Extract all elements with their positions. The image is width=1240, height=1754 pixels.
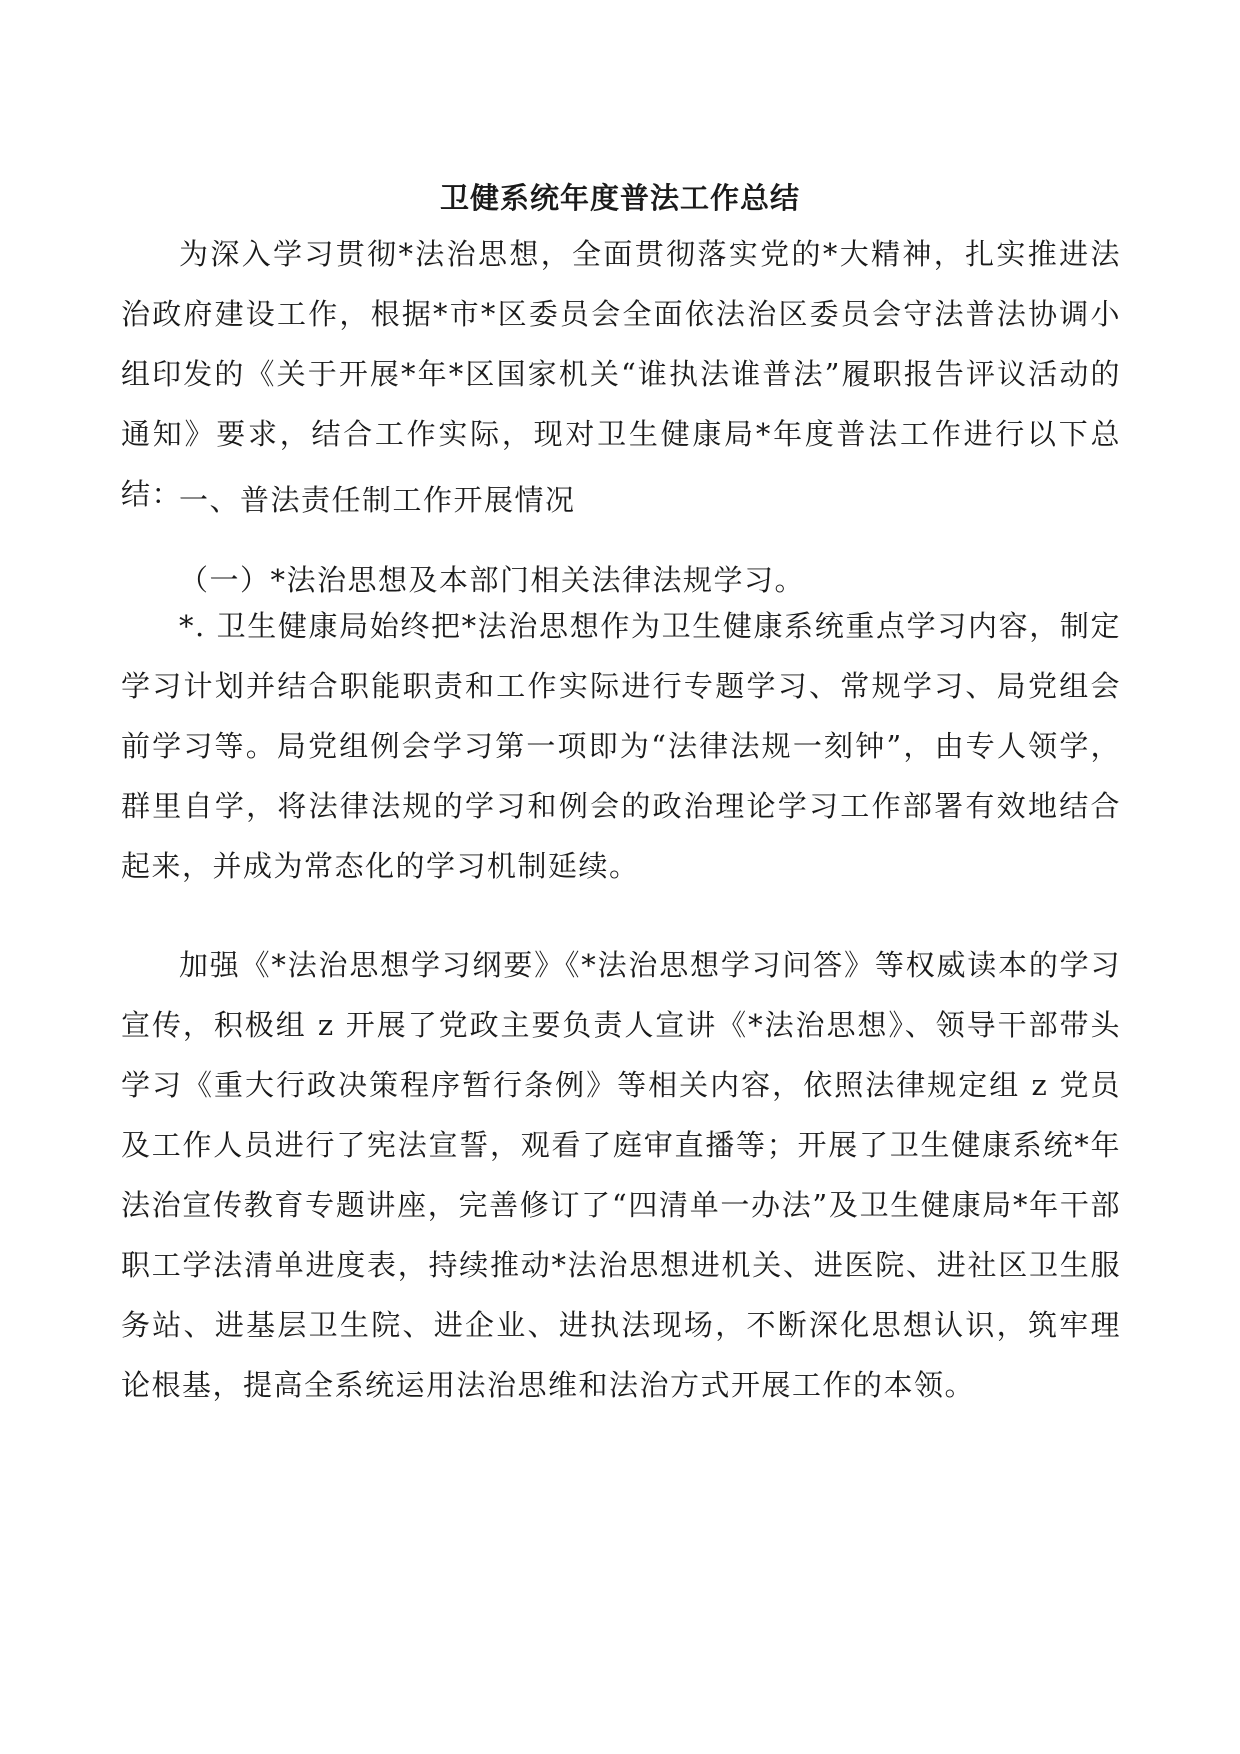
body-paragraph-2: 加强《*法治思想学习纲要》《*法治思想学习问答》等权威读本的学习宣传，积极组 z 开展了党政主要负责人宣讲《*法治思想》、领导干部带头学习《重大行政决策程序暂行条例》等相关内容，依照法律规定组 z 党员及工作人员进行了宪法宣誓，观看了庭审直播等；开展了卫生健康系统*年法治宣传教育专题讲座，完善修订了“四清单一办法”及卫生健康局*年干部职工学法清单进度表，持续推动*法治思想进机关、进医院、进社区卫生服务站、进基层卫生院、进企业、进执法现场，不断深化思想认识，筑牢理论根基，提高全系统运用法治思维和法治方式开展工作的本领。: [121, 948, 1121, 1402]
body-paragraph-1: *. 卫生健康局始终把*法治思想作为卫生健康系统重点学习内容，制定学习计划并结合职能职责和工作实际进行专题学习、常规学习、局党组会前学习等。局党组例会学习第一项即为“法律法规一刻钟”，由专人领学，群里自学，将法律法规的学习和例会的政治理论学习工作部署有效地结合起来，并成为常态化的学习机制延续。: [121, 609, 1121, 883]
subsection-heading: （一）*法治思想及本部门相关法律法规学习。: [179, 563, 806, 597]
document-title: 卫健系统年度普法工作总结: [439, 181, 800, 215]
intro-paragraph: 为深入学习贯彻*法治思想，全面贯彻落实党的*大精神，扎实推进法治政府建设工作，根据*市*区委员会全面依法治区委员会守法普法协调小组印发的《关于开展*年*区国家机关“谁执法谁普法”履职报告评议活动的通知》要求，结合工作实际，现对卫生健康局*年度普法工作进行以下总结：: [121, 237, 1121, 511]
section-heading: 一、普法责任制工作开展情况: [179, 483, 576, 517]
